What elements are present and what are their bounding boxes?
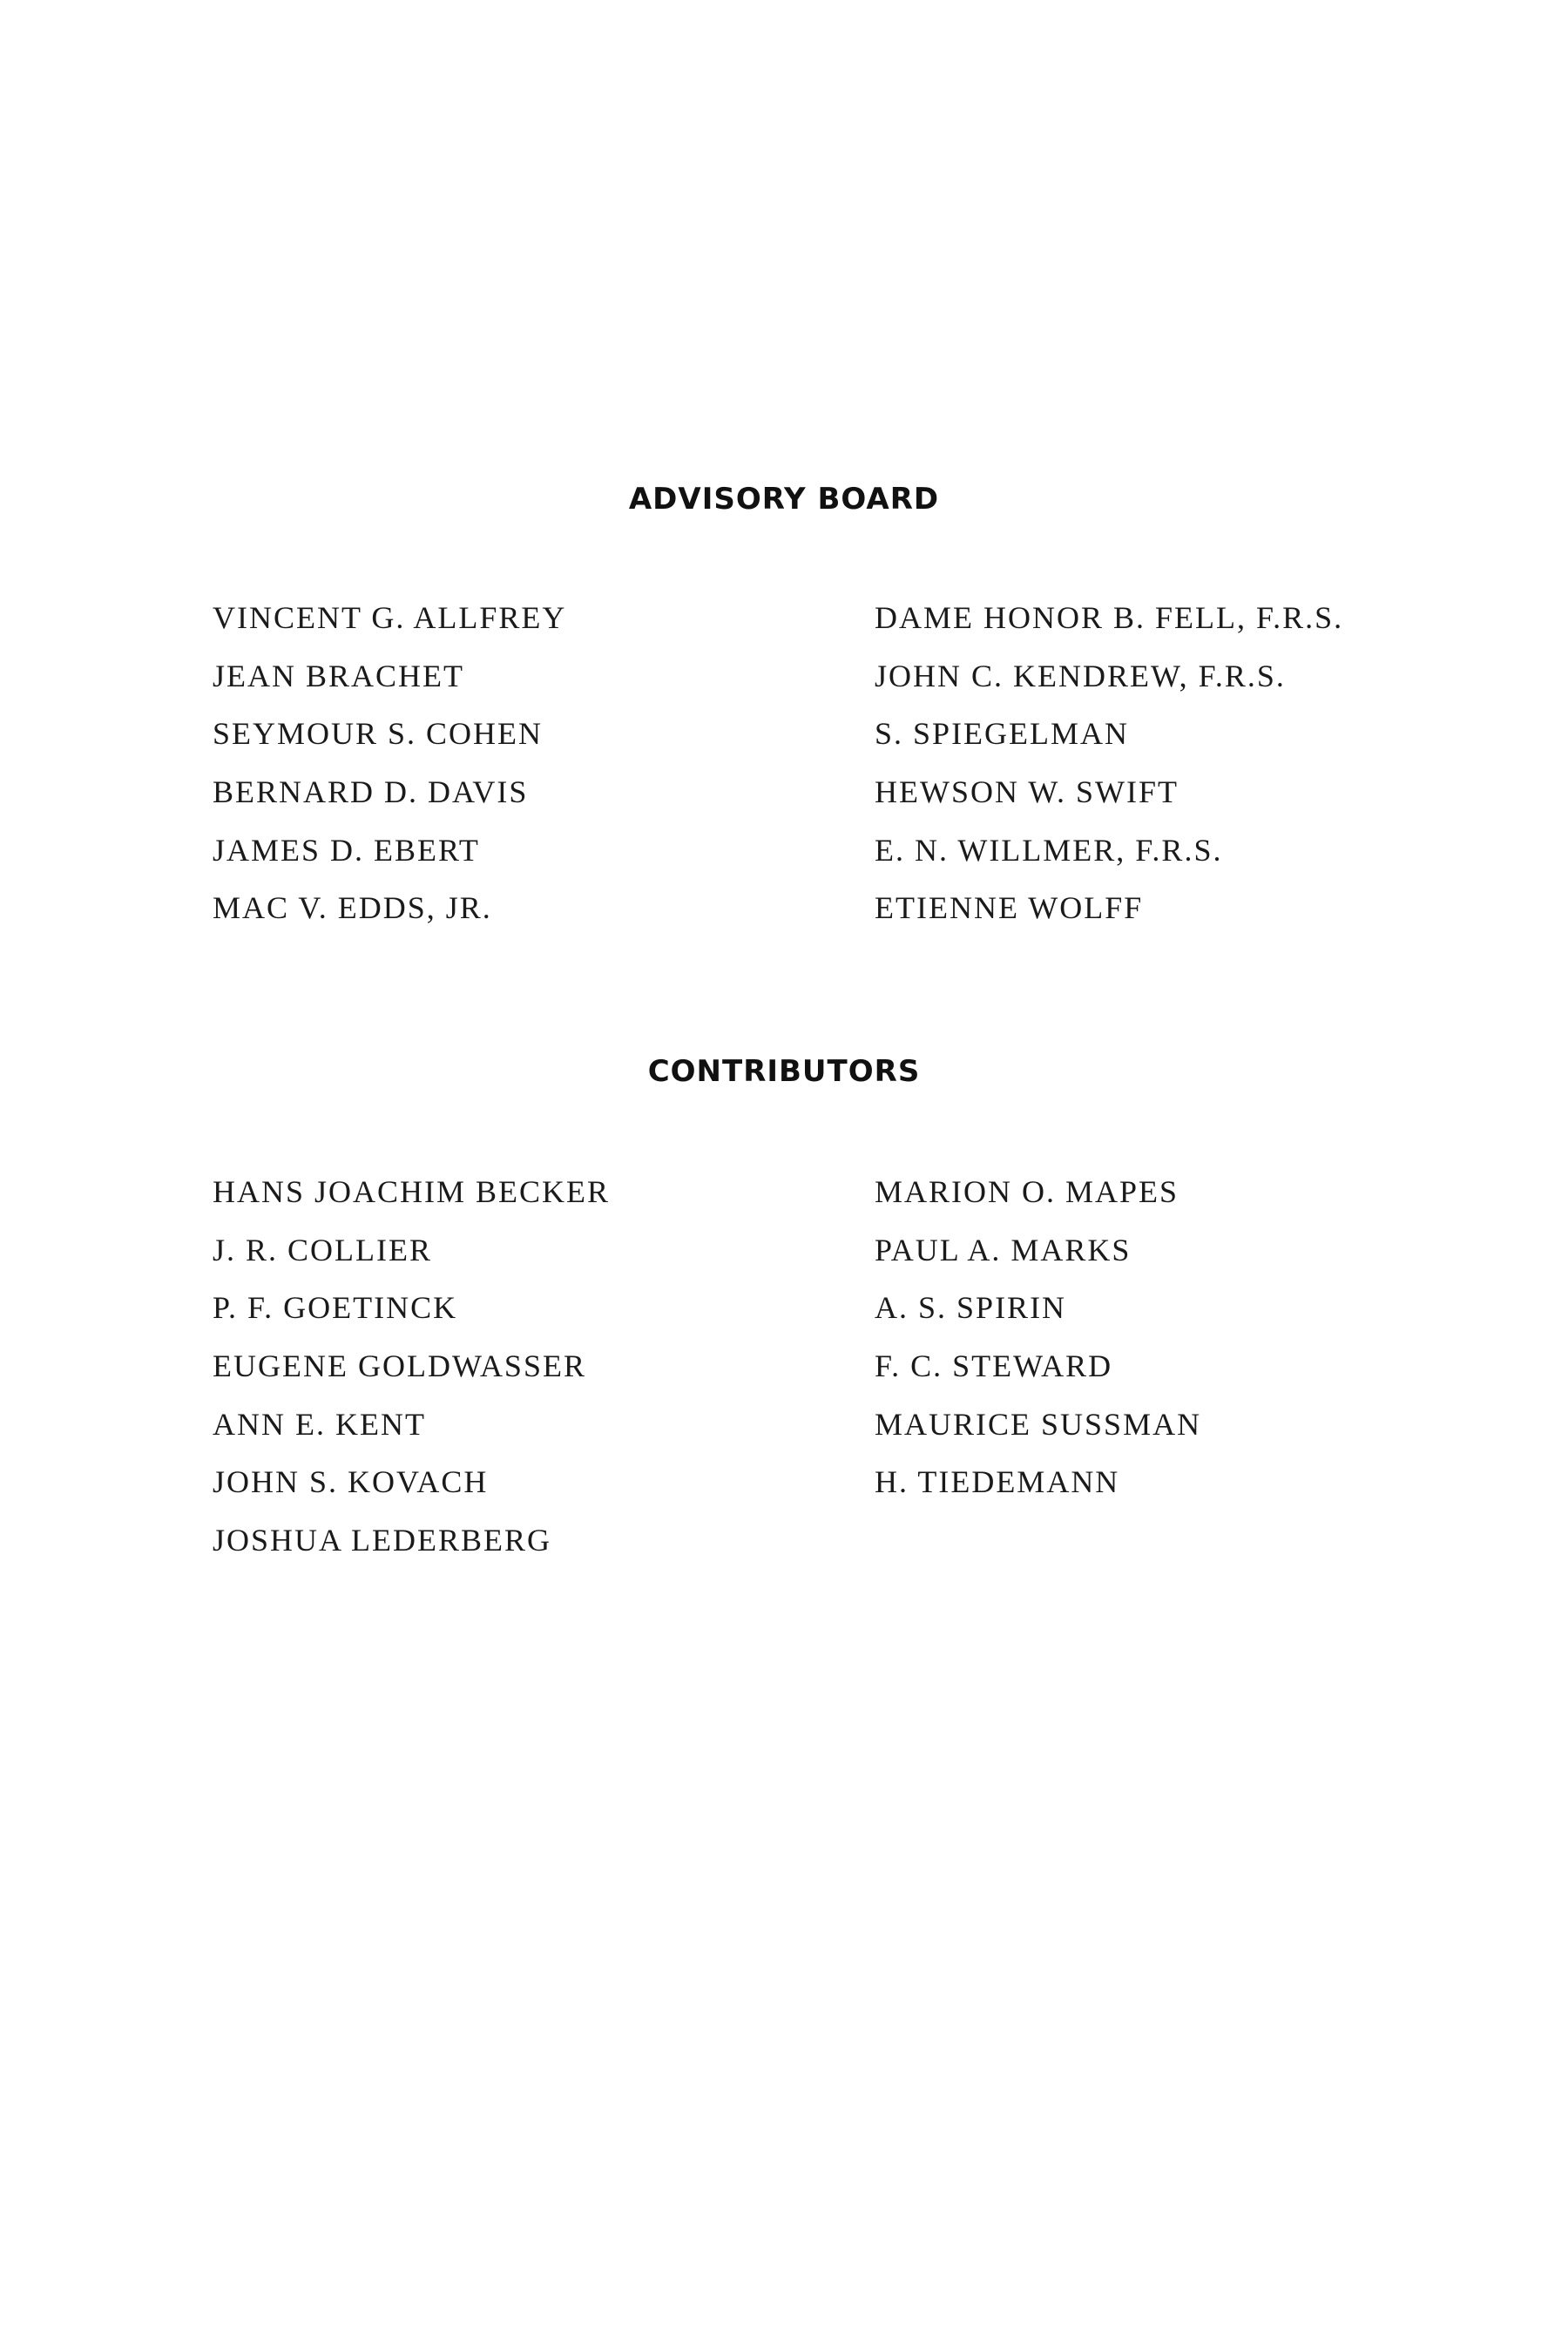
advisory-member: MAC V. EDDS, JR.: [213, 890, 492, 926]
advisory-member: VINCENT G. ALLFREY: [213, 600, 567, 635]
advisory-member: S. SPIEGELMAN: [875, 716, 1130, 752]
advisory-member: ETIENNE WOLFF: [875, 890, 1144, 926]
contributor: J. R. COLLIER: [213, 1232, 433, 1267]
advisory-member: DAME HONOR B. FELL, F.R.S.: [875, 600, 1344, 635]
advisory-member: HEWSON W. SWIFT: [875, 774, 1179, 810]
advisory-member: JOHN C. KENDREW, F.R.S.: [875, 658, 1286, 693]
contributors-right-column: [875, 1163, 1201, 1511]
contributor: EUGENE GOLDWASSER: [213, 1348, 586, 1384]
contributor: F. C. STEWARD: [875, 1348, 1113, 1384]
advisory-member: JEAN BRACHET: [213, 658, 465, 693]
advisory-board-heading: ADVISORY BOARD: [628, 482, 940, 517]
advisory-member: JAMES D. EBERT: [213, 832, 480, 868]
contributor: MARION O. MAPES: [875, 1174, 1179, 1209]
advisory-board-right-column: [875, 589, 1343, 937]
contributor: JOSHUA LEDERBERG: [213, 1523, 552, 1558]
advisory-member: BERNARD D. DAVIS: [213, 774, 529, 810]
advisory-member: E. N. WILLMER, F.R.S.: [875, 832, 1223, 868]
advisory-member: SEYMOUR S. COHEN: [213, 716, 544, 752]
contributor: H. TIEDEMANN: [875, 1464, 1120, 1500]
advisory-board-left-column: [213, 589, 566, 937]
contributor: MAURICE SUSSMAN: [875, 1406, 1202, 1442]
contributor: ANN E. KENT: [213, 1406, 426, 1442]
contributor: A. S. SPIRIN: [875, 1290, 1067, 1326]
contributor: HANS JOACHIM BECKER: [213, 1174, 611, 1209]
contributor: P. F. GOETINCK: [213, 1290, 458, 1326]
contributors-left-column: [213, 1163, 610, 1570]
contributor: PAUL A. MARKS: [875, 1232, 1132, 1267]
contributors-heading: CONTRIBUTORS: [647, 1054, 921, 1089]
contributor: JOHN S. KOVACH: [213, 1464, 489, 1500]
